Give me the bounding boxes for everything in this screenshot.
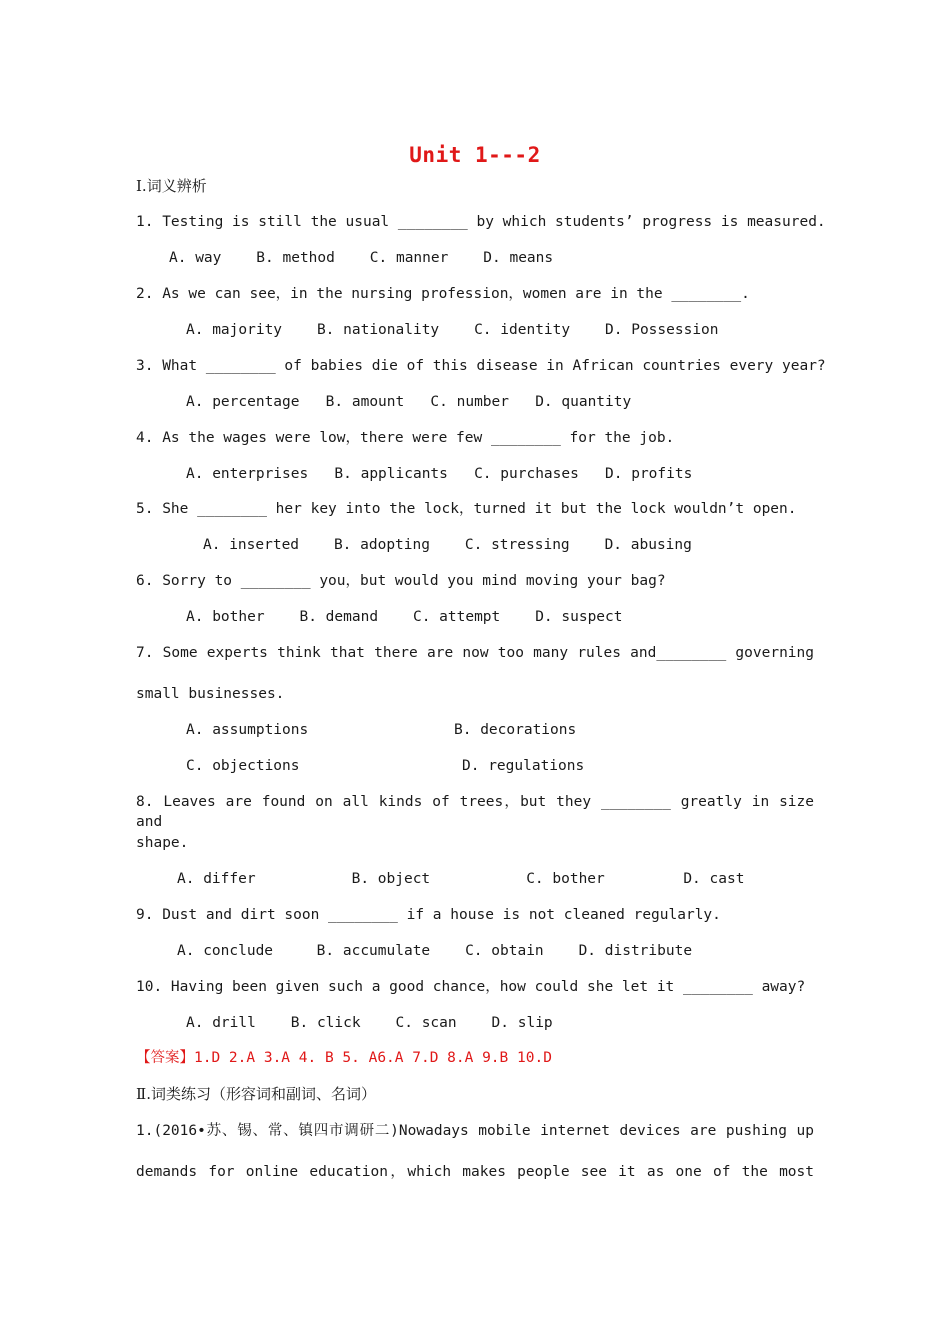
question-1-stem: 1. Testing is still the usual ________ by which students’ progress is measured. bbox=[136, 214, 826, 230]
question-4-stem: 4. As the wages were low，there were few ________ for the job. bbox=[136, 430, 675, 446]
section-heading-1: Ⅰ.词义辨析 bbox=[136, 177, 207, 195]
part2-question-1-line-2: demands for online education，which makes people see it as one of the most bbox=[136, 1164, 814, 1180]
question-8-stem-line-1: 8. Leaves are found on all kinds of trees，but they ________ greatly in size and bbox=[136, 794, 814, 830]
question-8-stem-line-2: shape. bbox=[136, 835, 189, 851]
question-6-options: A. bother B. demand C. attempt D. suspect bbox=[186, 609, 623, 625]
part2-question-1-line-1: 1.(2016•苏、锡、常、镇四市调研二)Nowadays mobile internet devices are pushing up bbox=[136, 1123, 814, 1139]
question-7-option-c: C. objections bbox=[186, 758, 300, 774]
question-2-stem: 2. As we can see，in the nursing profession，women are in the ________. bbox=[136, 286, 750, 302]
question-7-option-a: A. assumptions bbox=[186, 722, 309, 738]
question-7-stem-line-2: small businesses. bbox=[136, 686, 285, 702]
question-9-stem: 9. Dust and dirt soon ________ if a house is not cleaned regularly. bbox=[136, 907, 721, 923]
question-6-stem: 6. Sorry to ________ you，but would you mind moving your bag? bbox=[136, 573, 666, 589]
question-4-options: A. enterprises B. applicants C. purchases D. profits bbox=[186, 466, 693, 482]
question-2-options: A. majority B. nationality C. identity D. Possession bbox=[186, 322, 719, 338]
section-heading-2: Ⅱ.词类练习（形容词和副词、名词） bbox=[136, 1085, 376, 1103]
question-1-options: A. way B. method C. manner D. means bbox=[169, 250, 554, 266]
question-5-stem: 5. She ________ her key into the lock，turned it but the lock wouldn’t open. bbox=[136, 501, 797, 517]
question-8-options: A. differ B. object C. bother D. cast bbox=[177, 871, 745, 887]
answer-key bbox=[136, 1048, 552, 1068]
question-3-stem: 3. What ________ of babies die of this disease in African countries every year? bbox=[136, 358, 826, 374]
question-9-options: A. conclude B. accumulate C. obtain D. distribute bbox=[177, 943, 693, 959]
answer-text: 1.D 2.A 3.A 4. B 5. A6.A 7.D 8.A 9.B 10.D bbox=[194, 1050, 552, 1066]
page-title: Unit 1---2 bbox=[409, 143, 541, 167]
question-7-option-d: D. regulations bbox=[462, 758, 585, 774]
question-5-options: A. inserted B. adopting C. stressing D. abusing bbox=[203, 537, 692, 553]
question-10-options: A. drill B. click C. scan D. slip bbox=[186, 1015, 553, 1031]
question-3-options: A. percentage B. amount C. number D. quantity bbox=[186, 394, 632, 410]
answer-label: 【答案】 bbox=[136, 1050, 194, 1066]
question-7-option-b: B. decorations bbox=[454, 722, 577, 738]
question-10-stem: 10. Having been given such a good chance，how could she let it ________ away? bbox=[136, 979, 806, 995]
question-7-stem-line-1: 7. Some experts think that there are now too many rules and________ governing bbox=[136, 645, 814, 661]
